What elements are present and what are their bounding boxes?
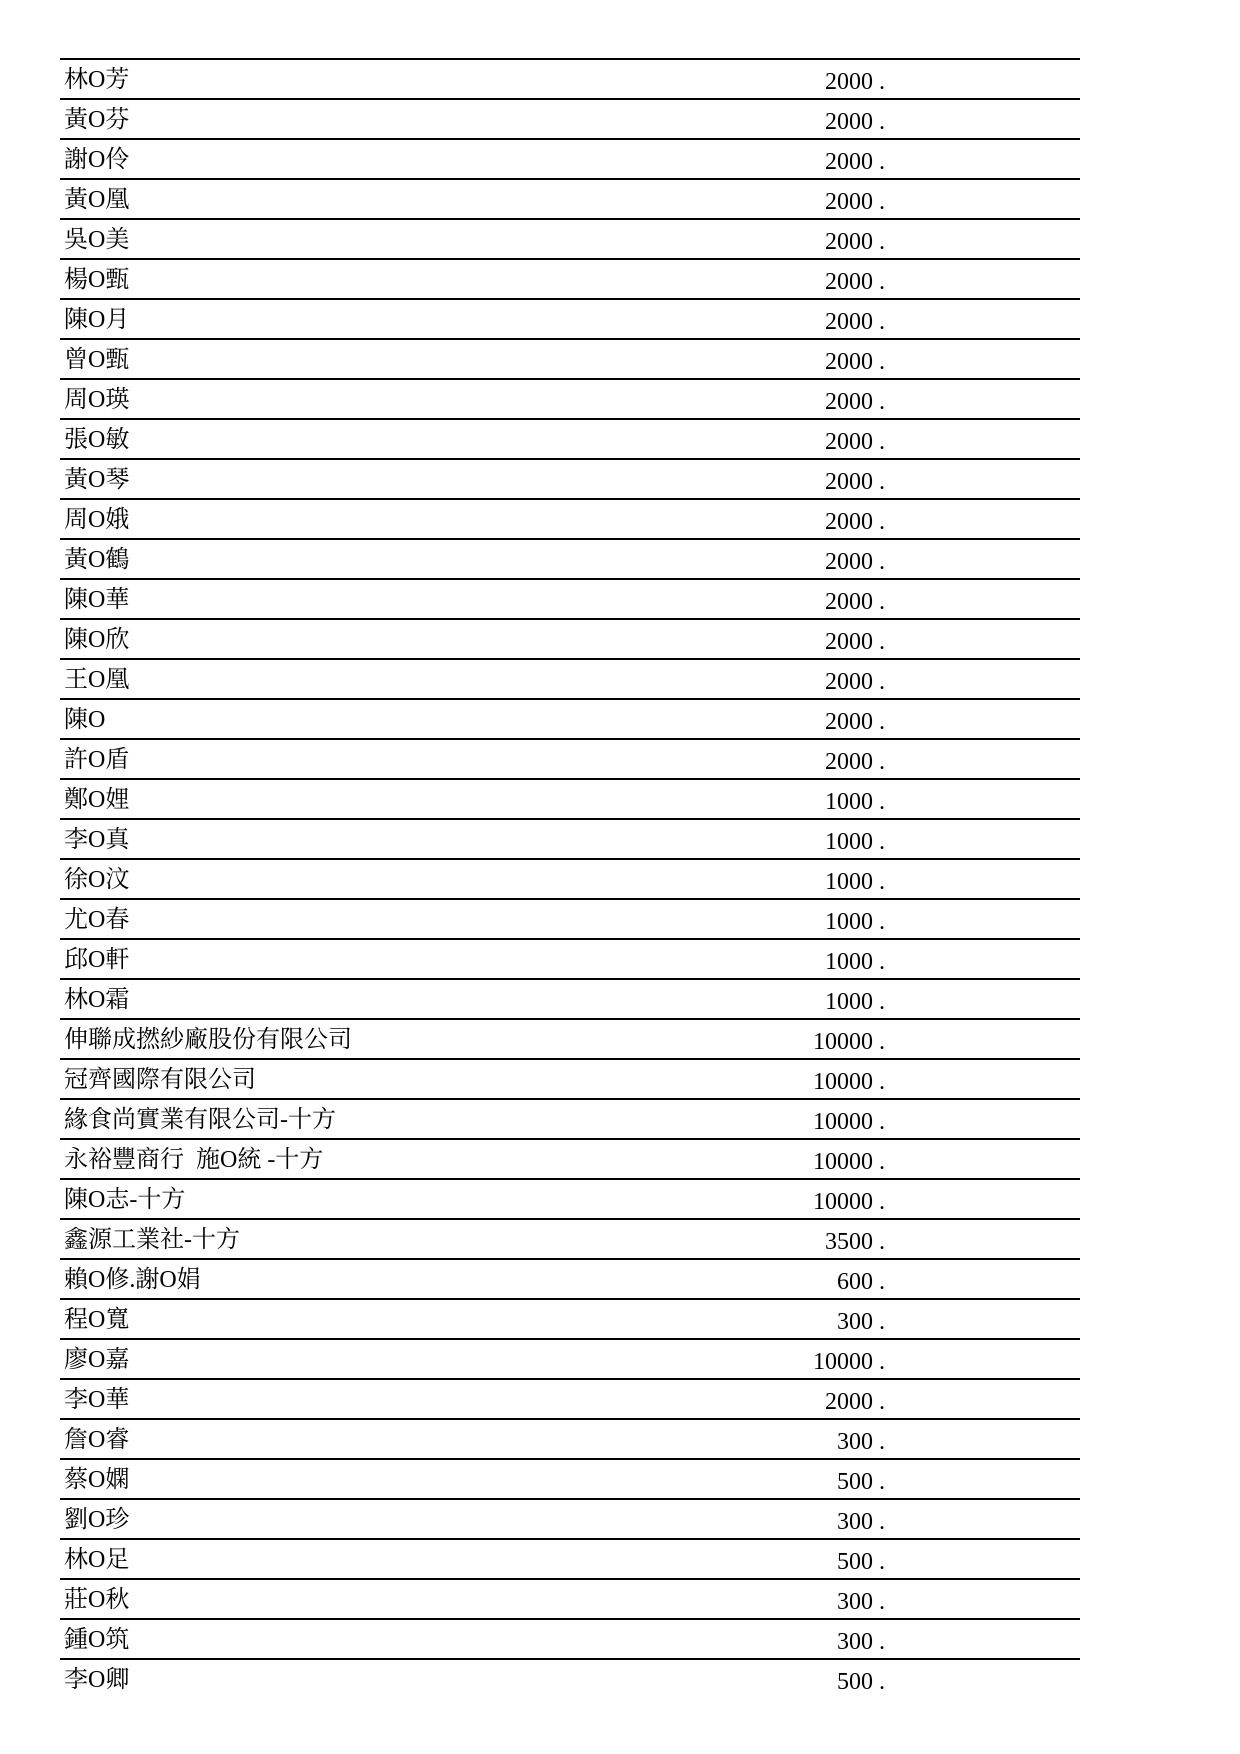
table-row <box>60 660 1080 700</box>
donation-amount: 10000 . <box>813 1349 885 1375</box>
table-row <box>60 900 1080 940</box>
donor-name: 鑫源工業社-十方 <box>64 1227 240 1253</box>
donor-name: 鍾O筑 <box>64 1627 130 1653</box>
table-row <box>60 380 1080 420</box>
donation-amount: 1000 . <box>825 829 885 855</box>
donor-name: 程O寬 <box>64 1307 130 1333</box>
donor-name: 吳O美 <box>64 227 130 253</box>
donation-amount: 1000 . <box>825 789 885 815</box>
donation-amount: 2000 . <box>825 709 885 735</box>
donor-name: 曾O甄 <box>64 347 130 373</box>
table-row <box>60 260 1080 300</box>
donor-name: 賴O修.謝O娟 <box>64 1267 201 1293</box>
donor-name: 許O盾 <box>64 747 130 773</box>
donor-name: 邱O軒 <box>64 947 130 973</box>
donation-amount: 2000 . <box>825 269 885 295</box>
donation-amount: 2000 . <box>825 149 885 175</box>
donation-amount: 2000 . <box>825 549 885 575</box>
donation-amount: 10000 . <box>813 1189 885 1215</box>
donation-amount: 10000 . <box>813 1069 885 1095</box>
donor-name: 陳O華 <box>64 587 130 613</box>
table-row <box>60 1460 1080 1500</box>
table-row <box>60 340 1080 380</box>
donation-amount: 10000 . <box>813 1029 885 1055</box>
table-row <box>60 140 1080 180</box>
table-row <box>60 620 1080 660</box>
table-row <box>60 1540 1080 1580</box>
donor-name: 林O足 <box>64 1547 130 1573</box>
donor-name: 緣食尚實業有限公司-十方 <box>64 1107 336 1133</box>
table-row <box>60 1060 1080 1100</box>
table-row <box>60 980 1080 1020</box>
donor-name: 陳O志-十方 <box>64 1187 186 1213</box>
donor-name: 李O真 <box>64 827 130 853</box>
donor-name: 李O卿 <box>64 1667 130 1693</box>
donor-name: 黃O芬 <box>64 107 130 133</box>
donation-amount: 2000 . <box>825 109 885 135</box>
donor-name: 林O芳 <box>64 67 130 93</box>
donor-name: 林O霜 <box>64 987 130 1013</box>
donation-amount: 1000 . <box>825 869 885 895</box>
table-row <box>60 700 1080 740</box>
donation-amount: 2000 . <box>825 629 885 655</box>
donor-name: 徐O汶 <box>64 867 130 893</box>
table-row <box>60 460 1080 500</box>
donation-amount: 2000 . <box>825 349 885 375</box>
donation-amount: 500 . <box>837 1469 885 1495</box>
donor-name: 楊O甄 <box>64 267 130 293</box>
table-row <box>60 1580 1080 1620</box>
donation-amount: 10000 . <box>813 1149 885 1175</box>
table-row <box>60 220 1080 260</box>
donation-amount: 2000 . <box>825 469 885 495</box>
donor-name: 冠齊國際有限公司 <box>64 1067 256 1093</box>
table-row <box>60 1140 1080 1180</box>
donation-amount: 2000 . <box>825 309 885 335</box>
table-row <box>60 500 1080 540</box>
donation-amount: 2000 . <box>825 669 885 695</box>
table-row <box>60 1220 1080 1260</box>
donation-amount: 2000 . <box>825 69 885 95</box>
donation-amount: 1000 . <box>825 989 885 1015</box>
donor-name: 鄭O娌 <box>64 787 130 813</box>
donor-name: 蔡O嫻 <box>64 1467 130 1493</box>
table-row <box>60 1660 1080 1698</box>
donor-name: 黃O鶴 <box>64 547 130 573</box>
table-row <box>60 1380 1080 1420</box>
donor-name: 黃O琴 <box>64 467 130 493</box>
donation-amount: 500 . <box>837 1549 885 1575</box>
table-row <box>60 100 1080 140</box>
donor-name: 張O敏 <box>64 427 130 453</box>
table-row <box>60 60 1080 100</box>
donor-name: 謝O伶 <box>64 147 130 173</box>
donation-amount: 300 . <box>837 1309 885 1335</box>
donation-amount: 300 . <box>837 1509 885 1535</box>
donation-amount: 2000 . <box>825 1389 885 1415</box>
donation-amount: 2000 . <box>825 229 885 255</box>
donor-name: 王O凰 <box>64 667 130 693</box>
donor-name: 陳O <box>64 707 106 733</box>
donation-amount: 3500 . <box>825 1229 885 1255</box>
donor-name: 陳O月 <box>64 307 130 333</box>
donor-name: 黃O凰 <box>64 187 130 213</box>
table-row <box>60 180 1080 220</box>
donor-name: 劉O珍 <box>64 1507 130 1533</box>
table-row <box>60 580 1080 620</box>
donation-amount: 300 . <box>837 1589 885 1615</box>
table-row <box>60 1100 1080 1140</box>
table-row <box>60 940 1080 980</box>
table-row <box>60 860 1080 900</box>
table-row <box>60 740 1080 780</box>
table-row <box>60 1020 1080 1060</box>
table-row <box>60 1300 1080 1340</box>
table-row <box>60 420 1080 460</box>
donation-amount: 500 . <box>837 1669 885 1695</box>
donation-amount: 2000 . <box>825 749 885 775</box>
donor-name: 尤O春 <box>64 907 130 933</box>
table-row <box>60 780 1080 820</box>
donor-name: 周O瑛 <box>64 387 130 413</box>
donor-name: 伸聯成撚紗廠股份有限公司 <box>64 1027 352 1053</box>
donation-amount: 600 . <box>837 1269 885 1295</box>
table-row <box>60 540 1080 580</box>
table-row <box>60 300 1080 340</box>
donation-amount: 2000 . <box>825 189 885 215</box>
donation-amount: 300 . <box>837 1629 885 1655</box>
donation-amount: 1000 . <box>825 949 885 975</box>
table-row <box>60 1340 1080 1380</box>
donation-amount: 2000 . <box>825 509 885 535</box>
donation-amount: 1000 . <box>825 909 885 935</box>
donor-name: 李O華 <box>64 1387 130 1413</box>
table-row <box>60 1620 1080 1660</box>
donor-name: 周O娥 <box>64 507 130 533</box>
donation-amount: 300 . <box>837 1429 885 1455</box>
donation-amount: 2000 . <box>825 389 885 415</box>
donor-name: 莊O秋 <box>64 1587 130 1613</box>
donor-name: 詹O睿 <box>64 1427 130 1453</box>
table-row <box>60 820 1080 860</box>
table-row <box>60 1260 1080 1300</box>
donor-name: 廖O嘉 <box>64 1347 130 1373</box>
table-row <box>60 1420 1080 1460</box>
donation-amount: 10000 . <box>813 1109 885 1135</box>
donation-table <box>60 58 1080 1698</box>
donation-amount: 2000 . <box>825 589 885 615</box>
donor-name: 永裕豐商行 施O統 -十方 <box>64 1147 324 1173</box>
table-row <box>60 1500 1080 1540</box>
donation-amount: 2000 . <box>825 429 885 455</box>
table-row <box>60 1180 1080 1220</box>
donor-name: 陳O欣 <box>64 627 130 653</box>
